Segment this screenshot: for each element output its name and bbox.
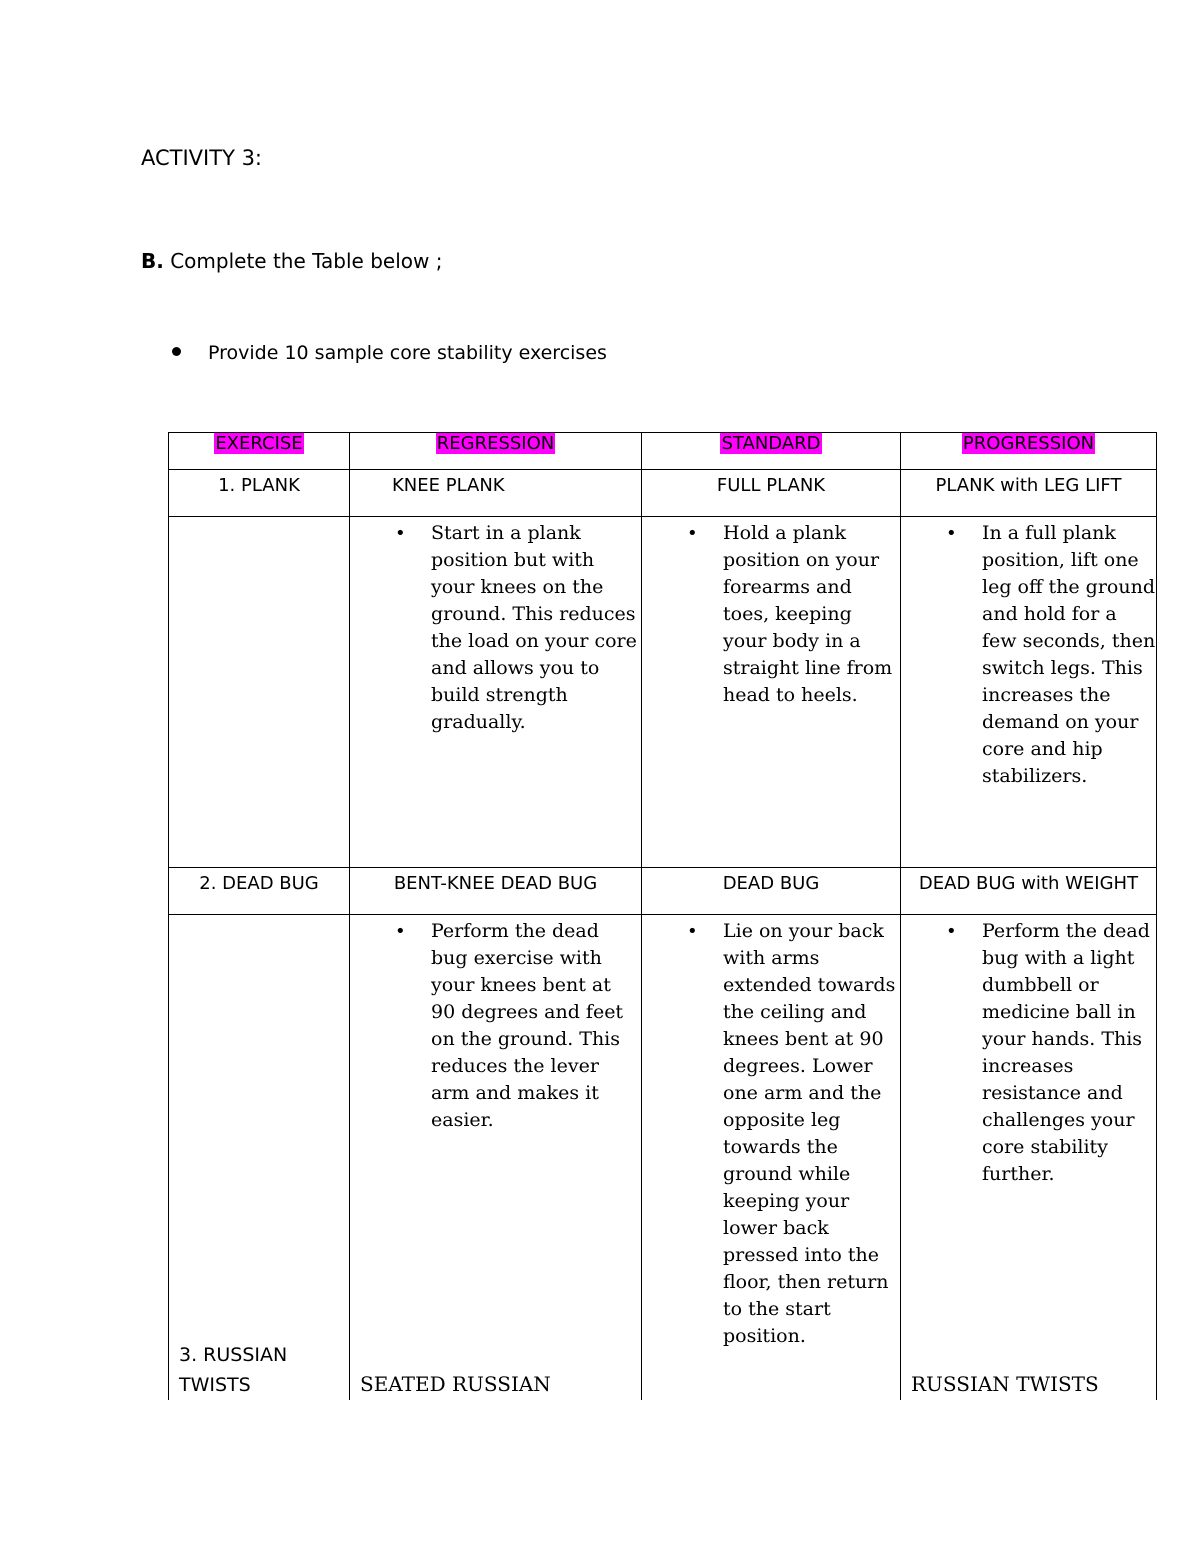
table-header-row	[169, 433, 1157, 470]
progression-name-cell: DEAD BUG with WEIGHT	[901, 868, 1157, 915]
progression-desc-cell	[901, 517, 1157, 868]
header-regression: REGRESSION	[350, 433, 642, 470]
list-item: • Perform the dead bug exercise with your knees bent at 90 degrees and feet on the ground. This reduces the lever arm and makes it easier.	[431, 918, 641, 1134]
exercise-table	[168, 432, 1157, 1400]
standard-name-cell: DEAD BUG	[642, 868, 901, 915]
progression-desc-cell: • Perform the dead bug with a light dumbbell or medicine ball in your hands. This increases resistance and challenges your core stability further. RUSSIAN TWISTS	[901, 915, 1157, 1400]
exercise-cell: 1. PLANK	[169, 470, 350, 517]
activity-heading: ACTIVITY 3:	[141, 146, 263, 170]
section-letter: B.	[141, 249, 164, 273]
instruction-text: Provide 10 sample core stability exercises	[208, 342, 607, 364]
standard-desc-cell	[642, 915, 901, 1400]
empty-cell	[169, 517, 350, 868]
bullet-icon	[172, 347, 181, 356]
table-row	[169, 868, 1157, 915]
progression-name-cell: PLANK with LEG LIFT	[901, 470, 1157, 517]
list-item: • Hold a plank position on your forearms and toes, keeping your body in a straight line from head to heels.	[723, 520, 900, 709]
table-row	[169, 470, 1157, 517]
regression-desc-cell: • Perform the dead bug exercise with your knees bent at 90 degrees and feet on the ground. This reduces the lever arm and makes it easier. SEATED RUSSIAN	[350, 915, 642, 1400]
regression-name-cell: BENT-KNEE DEAD BUG	[350, 868, 642, 915]
exercise-cell: 2. DEAD BUG	[169, 868, 350, 915]
regression-desc-cell	[350, 517, 642, 868]
instruction-bullet	[172, 342, 607, 364]
regression-name-cell: KNEE PLANK	[350, 470, 642, 517]
table-row	[169, 915, 1157, 1400]
list-item: • Start in a plank position but with your knees on the ground. This reduces the load on your core and allows you to build strength gradually.	[431, 520, 641, 736]
header-progression: PROGRESSION	[901, 433, 1157, 470]
exercise-cell: 3. RUSSIAN TWISTS	[169, 915, 350, 1400]
table-row	[169, 517, 1157, 868]
standard-name-cell: FULL PLANK	[642, 470, 901, 517]
section-instruction	[141, 249, 442, 273]
list-item: • Perform the dead bug with a light dumbbell or medicine ball in your hands. This increases resistance and challenges your core stability further.	[982, 918, 1156, 1188]
header-standard: STANDARD	[642, 433, 901, 470]
list-item: • Lie on your back with arms extended towards the ceiling and knees bent at 90 degrees. Lower one arm and the opposite leg towards the ground while keeping your lower back pressed into the floor, then return to the start position.	[723, 918, 900, 1350]
list-item: • In a full plank position, lift one leg off the ground and hold for a few seconds, then switch legs. This increases the demand on your core and hip stabilizers.	[982, 520, 1156, 790]
section-text: Complete the Table below ;	[163, 249, 443, 273]
header-exercise: EXERCISE	[169, 433, 350, 470]
standard-desc-cell	[642, 517, 901, 868]
